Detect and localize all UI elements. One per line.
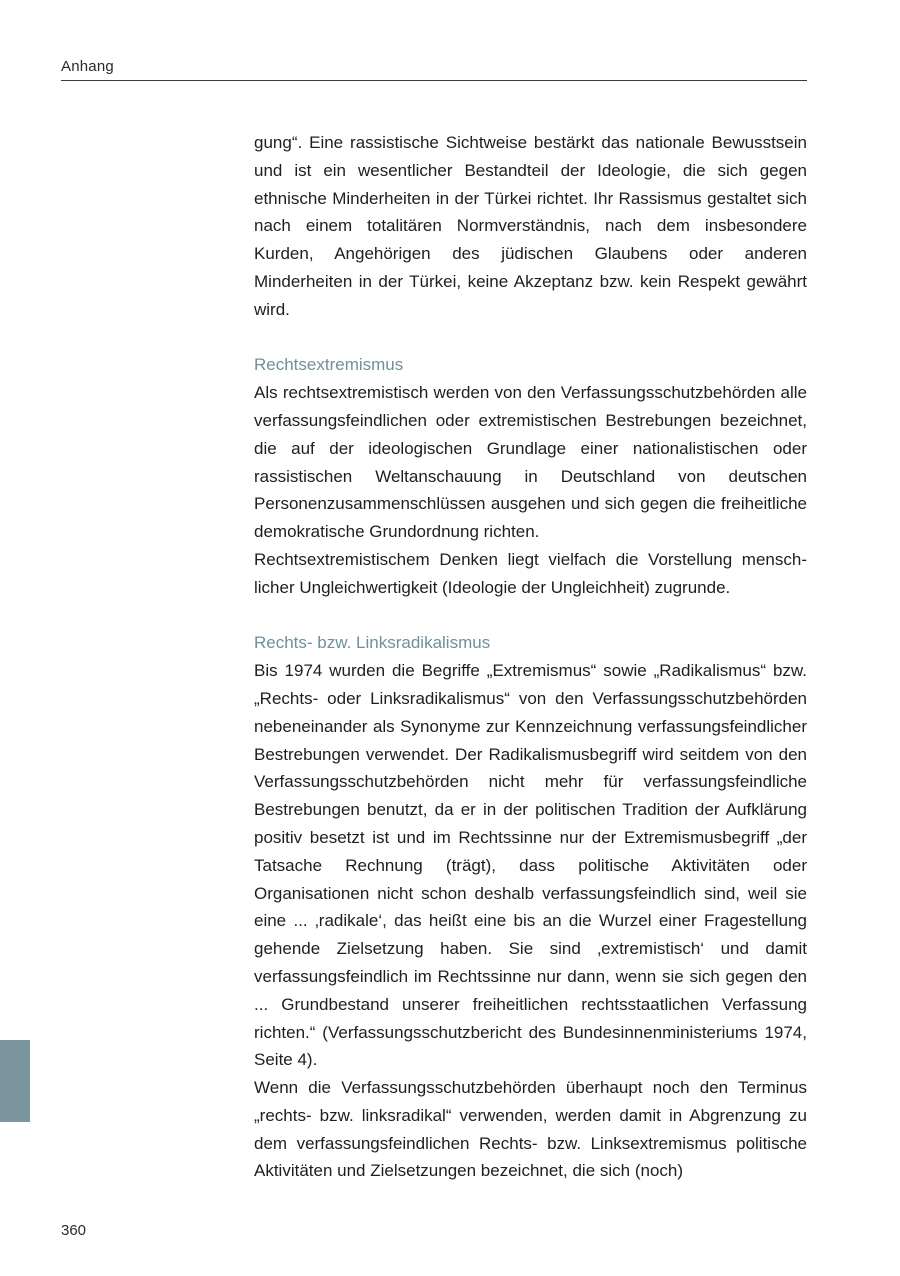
running-header-title: Anhang — [61, 58, 114, 75]
section-heading-radikalismus: Rechts- bzw. Linksradikalismus — [254, 633, 491, 653]
intro-paragraph: gung“. Eine rassistische Sichtweise bestärkt das nationale Bewusstsein und ist ein wesentlicher Bestandteil der Ideologie, die sich gegen ethnische Minderheiten in der Türkei richtet. Ihr Rassismus gestaltet sich nach einem totalitären Normverständnis, nach dem insbesondere Kurden, Angehörigen des jüdischen Glaubens oder anderen Minderheiten in der Türkei, keine Akzeptanz bzw. kein Respekt gewährt wird. — [254, 133, 807, 319]
section-paragraph: Als rechtsextremistisch werden von den Verfassungsschutzbehörden alle verfassungsfeindlichen oder extremistischen Bestrebungen bezeichnet, die auf der ideologischen Grundlage einer nationalistischen oder rassistischen Weltanschauung in Deutschland von deutschen Personenzusammenschlüssen ausgehen und sich gegen die freiheitliche demokratische Grundordnung richten. — [254, 383, 807, 542]
section-heading-rechtsextremismus: Rechtsextremismus — [254, 355, 404, 375]
section-paragraph: Bis 1974 wurden die Begriffe „Extremismus“ sowie „Radikalismus“ bzw. „Rechts- oder Linksradikalismus“ von den Verfassungsschutzbehörden nebeneinander als Synonyme zur Kennzeichnung verfassungsfeindlicher Bestrebungen verwendet. Der Radikalismusbegriff wird seitdem von den Verfassungsschutzbehörden nicht mehr für verfassungsfeindliche Bestrebungen benutzt, da er in der politischen Tradition der Aufklärung positiv besetzt ist und im Rechtssinne nur der Extremismusbegriff „der Tatsache Rechnung (trägt), dass politische Aktivitäten oder Organisationen nicht schon deshalb verfassungsfeindlich sind, weil sie eine ... ‚radikale‘, das heißt eine bis an die Wurzel einer Fragestellung gehende Zielsetzung haben. Sie sind ‚extremistisch‘ und damit verfassungsfeindlich im Rechtssinne nur dann, wenn sie sich gegen den ... Grundbestand unserer freiheitlichen rechtsstaatlichen Verfassung richten.“ (Verfassungsschutzbericht des Bundesinnenministeriums 1974, Seite 4). — [254, 661, 807, 1070]
main-text-column — [254, 129, 807, 1185]
chapter-side-tab — [0, 1040, 30, 1122]
section-paragraph: Wenn die Verfassungsschutzbehörden überhaupt noch den Terminus „rechts- bzw. linksradikal“ verwenden, werden damit in Abgrenzung zu dem verfassungsfeindlichen Rechts- bzw. Linksextremismus politische Aktivitäten und Zielsetzungen bezeichnet, die sich (noch) — [254, 1078, 807, 1181]
section-paragraph: Rechtsextremistischem Denken liegt vielfach die Vorstellung menschlicher Ungleichwertigkeit (Ideologie der Ungleichheit) zugrunde. — [254, 549, 807, 597]
page-number: 360 — [61, 1222, 87, 1239]
header-divider — [61, 80, 807, 81]
